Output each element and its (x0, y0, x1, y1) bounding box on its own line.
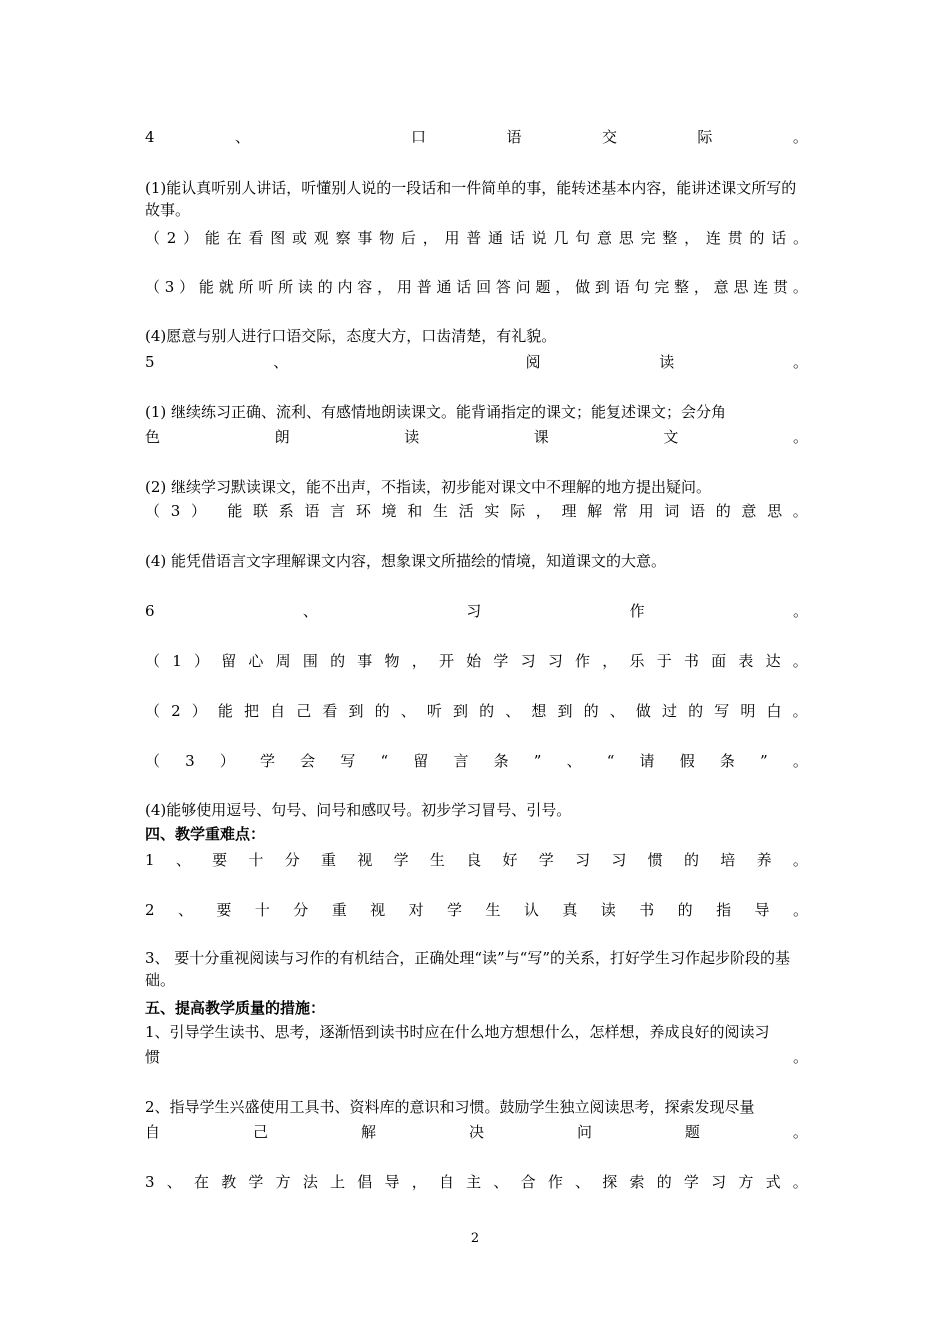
section-5-heading: 五、提高教学质量的措施： (145, 999, 326, 1017)
measure-item-2: 2、指导学生兴盛使用工具书、资料库的意识和习惯。鼓励学生独立阅读思考，探索发现尽量 (145, 1098, 755, 1116)
difficulty-item-3: 3、 要十分重视阅读与习作的有机结合，正确处理“读”与“写”的关系，打好学生习作起步阶段的基础。 (145, 949, 790, 989)
difficulty-item-1: 1 、 要 十 分 重 视 学 生 良 好 学 习 习 惯 的 培 养 。 (145, 851, 808, 869)
measure-item-2-cont: 自 己 解 决 问 题 。 (145, 1123, 808, 1141)
reading-item-2: (2) 继续学习默读课文，能不出声，不指读，初步能对课文中不理解的地方提出疑问。 (145, 478, 712, 496)
writing-item-2: （ 2 ） 能 把 自 己 看 到 的 、 听 到 的 、 想 到 的 、 做 过 的 写 明 白 。 (145, 702, 808, 720)
section-4-heading: 四、教学重难点： (145, 825, 266, 843)
oral-item-1: (1)能认真听别人讲话，听懂别人说的一段话和一件简单的事，能转述基本内容，能讲述课文所写的故事。 (145, 179, 797, 219)
heading-writing: 6 、 习 作 。 (145, 602, 808, 620)
oral-item-2: （ 2 ） 能 在 看 图 或 观 察 事 物 后 ， 用 普 通 话 说 几 句 意 思 完 整 ， 连 贯 的 话 。 (145, 229, 808, 247)
measure-item-1-cont: 惯 。 (145, 1048, 808, 1066)
reading-item-1: (1) 继续练习正确、流利、有感情地朗读课文。能背诵指定的课文；能复述课文；会分角 (145, 403, 727, 421)
writing-item-4: (4)能够使用逗号、句号、问号和感叹号。初步学习冒号、引号。 (145, 801, 572, 819)
heading-reading: 5 、 阅 读 。 (145, 353, 808, 371)
measure-item-1: 1、引导学生读书、思考，逐渐悟到读书时应在什么地方想想什么，怎样想，养成良好的阅读习 (145, 1023, 770, 1041)
reading-item-3: （ 3 ） 能 联 系 语 言 环 境 和 生 活 实 际 ， 理 解 常 用 词 语 的 意 思 。 (145, 502, 808, 520)
writing-item-3: （ 3 ） 学 会 写 “ 留 言 条 ” 、 “ 请 假 条 ” 。 (145, 752, 808, 770)
reading-item-4: (4) 能凭借语言文字理解课文内容，想象课文所描绘的情境，知道课文的大意。 (145, 552, 667, 570)
writing-item-1: （ 1 ） 留 心 周 围 的 事 物 ， 开 始 学 习 习 作 ， 乐 于 书 面 表 达 。 (145, 652, 808, 670)
difficulty-item-2: 2 、 要 十 分 重 视 对 学 生 认 真 读 书 的 指 导 。 (145, 901, 808, 919)
reading-item-1-cont: 色 朗 读 课 文 。 (145, 428, 808, 446)
measure-item-3: 3 、 在 教 学 方 法 上 倡 导 ， 自 主 、 合 作 、 探 索 的 学 习 方 式 。 (145, 1173, 808, 1191)
page-number: 2 (470, 1231, 480, 1246)
heading-oral-communication: 4 、 口 语 交 际 。 (145, 128, 808, 146)
oral-item-4: (4)愿意与别人进行口语交际，态度大方，口齿清楚，有礼貌。 (145, 327, 557, 345)
oral-item-3: （ 3 ） 能 就 所 听 所 读 的 内 容 ， 用 普 通 话 回 答 问 题 ， 做 到 语 句 完 整 ， 意 思 连 贯 。 (145, 278, 808, 296)
